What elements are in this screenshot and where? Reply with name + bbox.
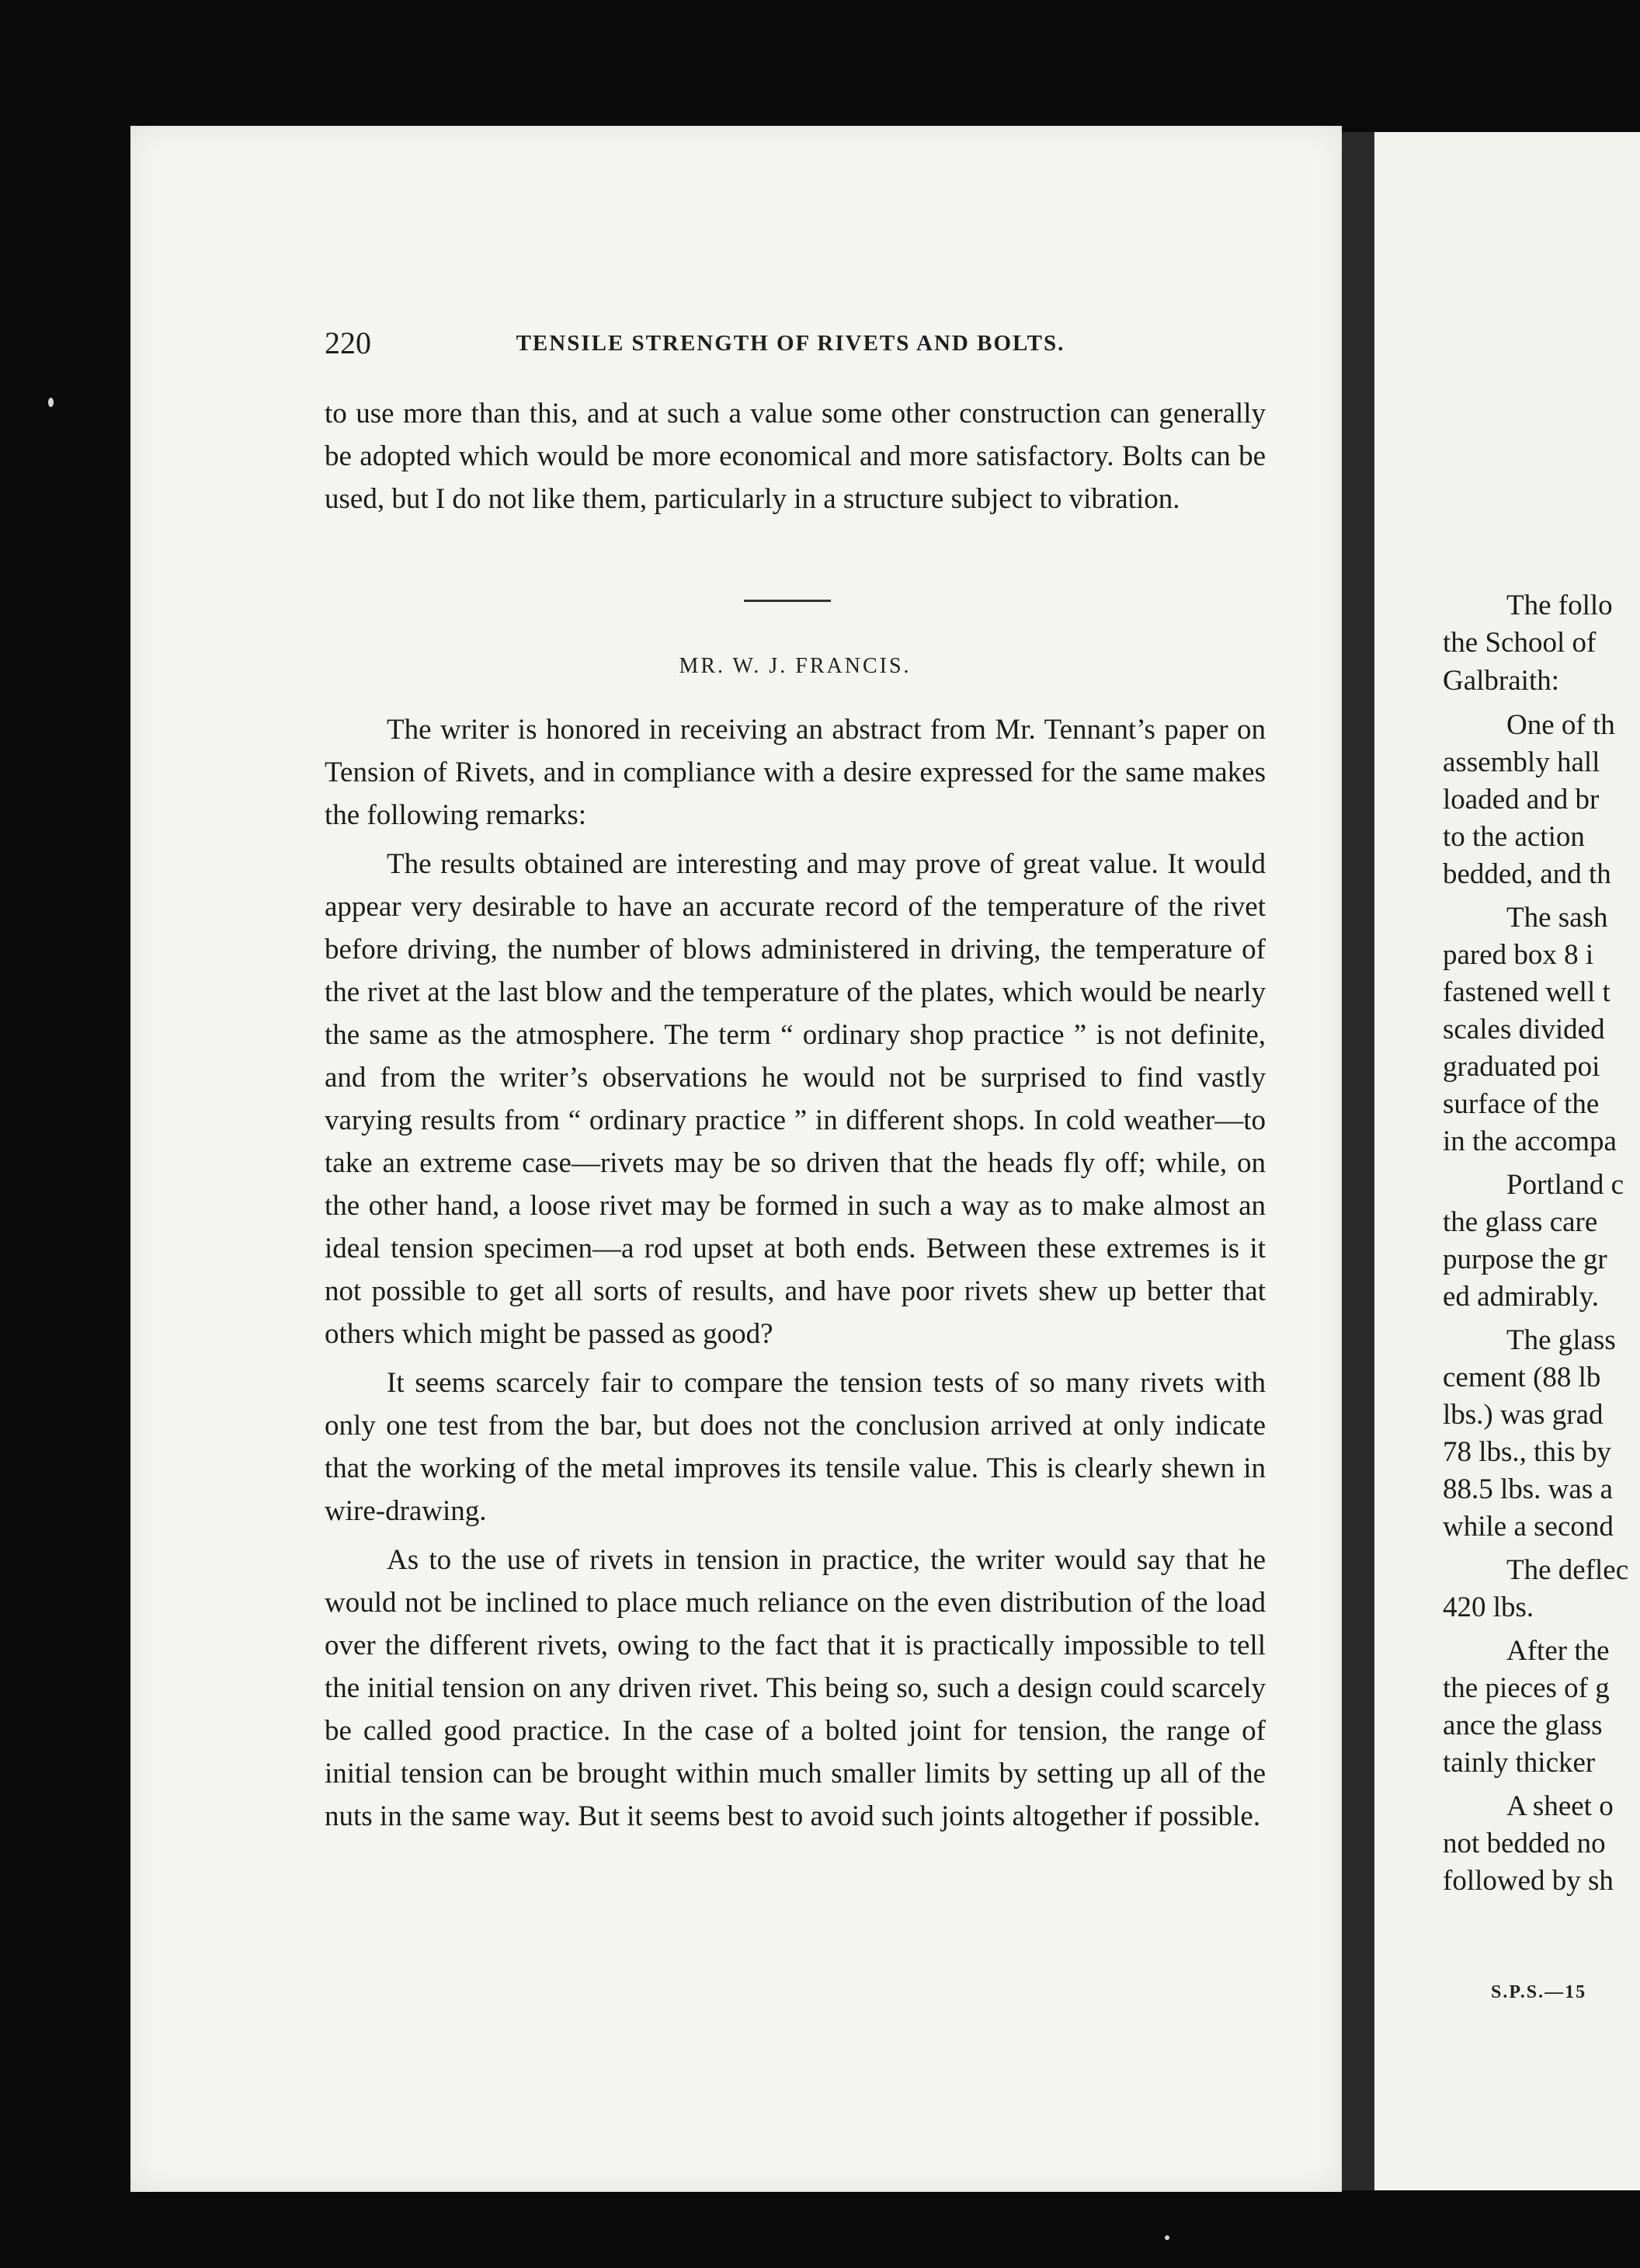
right-page-line: not bedded no — [1443, 1828, 1606, 1859]
right-page-line: ed admirably. — [1443, 1281, 1600, 1313]
right-page-line: fastened well t — [1443, 976, 1610, 1008]
right-page-line: The deflec — [1506, 1554, 1629, 1586]
right-page-line: The follo — [1506, 590, 1613, 621]
right-page-line: 420 lbs. — [1443, 1591, 1534, 1623]
section-divider — [744, 600, 831, 602]
right-page-line: The sash — [1506, 902, 1608, 934]
right-page-line: bedded, and th — [1443, 858, 1611, 890]
right-page-line: After the — [1506, 1635, 1610, 1667]
paragraph-2: The results obtained are interesting and may prove of great value. It would appear very desirable to have an accurate record of the temperature of the rivet before driving, the number of blows administered in driving, the temperature of the rivet at the last blow and the temperature of the plates, which would be nearly the same as the atmosphere. The term “ ordinary shop practice ” is not definite, and from the writer’s observations he would not be surprised to find vastly varying results from “ ordinary practice ” in different shops. In cold weather—to take an extreme case—rivets may be so driven that the heads fly off; while, on the other hand, a loose rivet may be formed in such a way as to make almost an ideal tension specimen—a rod upset at both ends. Between these extremes is it not possible to get all sorts of results, and have poor rivets shew up better that others which might be passed as good? — [325, 848, 1266, 1350]
page-header — [325, 325, 1266, 371]
right-page-line: while a second — [1443, 1511, 1614, 1543]
right-page-line: lbs.) was grad — [1443, 1399, 1604, 1431]
right-page-line: The glass — [1506, 1324, 1616, 1356]
paragraph-4: As to the use of rivets in tension in practice, the writer would say that he would not be inclined to place much reliance on the even distribution of the load over the different rivets, owing to the fact that it is practically impossible to tell the initial tension on any driven rivet. This being so, such a design could scarcely be called good practice. In the case of a bolted joint for tension, the range of initial tension can be brought within much smaller limits by setting up all of the nuts in the same way. But it seems best to avoid such joints altogether if possible. — [325, 1544, 1266, 1832]
right-page-line: followed by sh — [1443, 1865, 1614, 1897]
right-page-line: graduated poi — [1443, 1051, 1600, 1083]
book-gutter — [1342, 132, 1374, 2190]
right-page-line: the glass care — [1443, 1206, 1598, 1238]
right-page-line: scales divided — [1443, 1014, 1605, 1045]
right-page-line: Portland c — [1506, 1169, 1624, 1201]
scan-speck — [48, 398, 54, 407]
right-page-line: 88.5 lbs. was a — [1443, 1473, 1613, 1505]
right-page-line: purpose the gr — [1443, 1244, 1607, 1275]
right-page-line: A sheet o — [1506, 1790, 1614, 1822]
right-page-line: tainly thicker — [1443, 1747, 1596, 1779]
right-page-line: the pieces of g — [1443, 1672, 1610, 1704]
body-text — [325, 708, 1266, 1844]
right-page-line: One of th — [1506, 709, 1615, 741]
section-heading: MR. W. J. FRANCIS. — [679, 654, 912, 678]
right-page-line: assembly hall — [1443, 746, 1600, 778]
right-page-line: ance the glass — [1443, 1710, 1603, 1741]
paragraph-text: to use more than this, and at such a value some other construction can generally be adopted which would be more economical and more satisfactory. Bolts can be used, but I do not like them, particularly in a structure subject to vibration. — [325, 398, 1266, 515]
intro-paragraph — [325, 392, 1266, 527]
right-page-line: 78 lbs., this by — [1443, 1436, 1611, 1468]
paragraph-3: It seems scarcely fair to compare the tension tests of so many rivets with only one test from the bar, but does not the conclusion arrived at only indicate that the working of the metal improves its tensile value. This is clearly shewn in wire-drawing. — [325, 1367, 1266, 1527]
scan-speck — [1165, 2235, 1169, 2240]
right-page-line: Galbraith: — [1443, 665, 1560, 697]
right-page-line: the School of — [1443, 627, 1597, 659]
right-page-line: loaded and br — [1443, 784, 1600, 816]
right-page-line: in the accompa — [1443, 1125, 1617, 1157]
page-number: 220 — [325, 325, 371, 360]
paragraph-1: The writer is honored in receiving an abstract from Mr. Tennant’s paper on Tension of Rivets, and in compliance with a desire expressed for the same makes the following remarks: — [325, 714, 1266, 831]
right-page-line: to the action — [1443, 821, 1585, 853]
footer-signature-mark: S.P.S.—15 — [1491, 1982, 1587, 2002]
right-page-line: surface of the — [1443, 1088, 1600, 1120]
right-page-line: pared box 8 i — [1443, 939, 1594, 971]
right-page-line: cement (88 lb — [1443, 1362, 1601, 1393]
running-title: TENSILE STRENGTH OF RIVETS AND BOLTS. — [516, 331, 1065, 356]
